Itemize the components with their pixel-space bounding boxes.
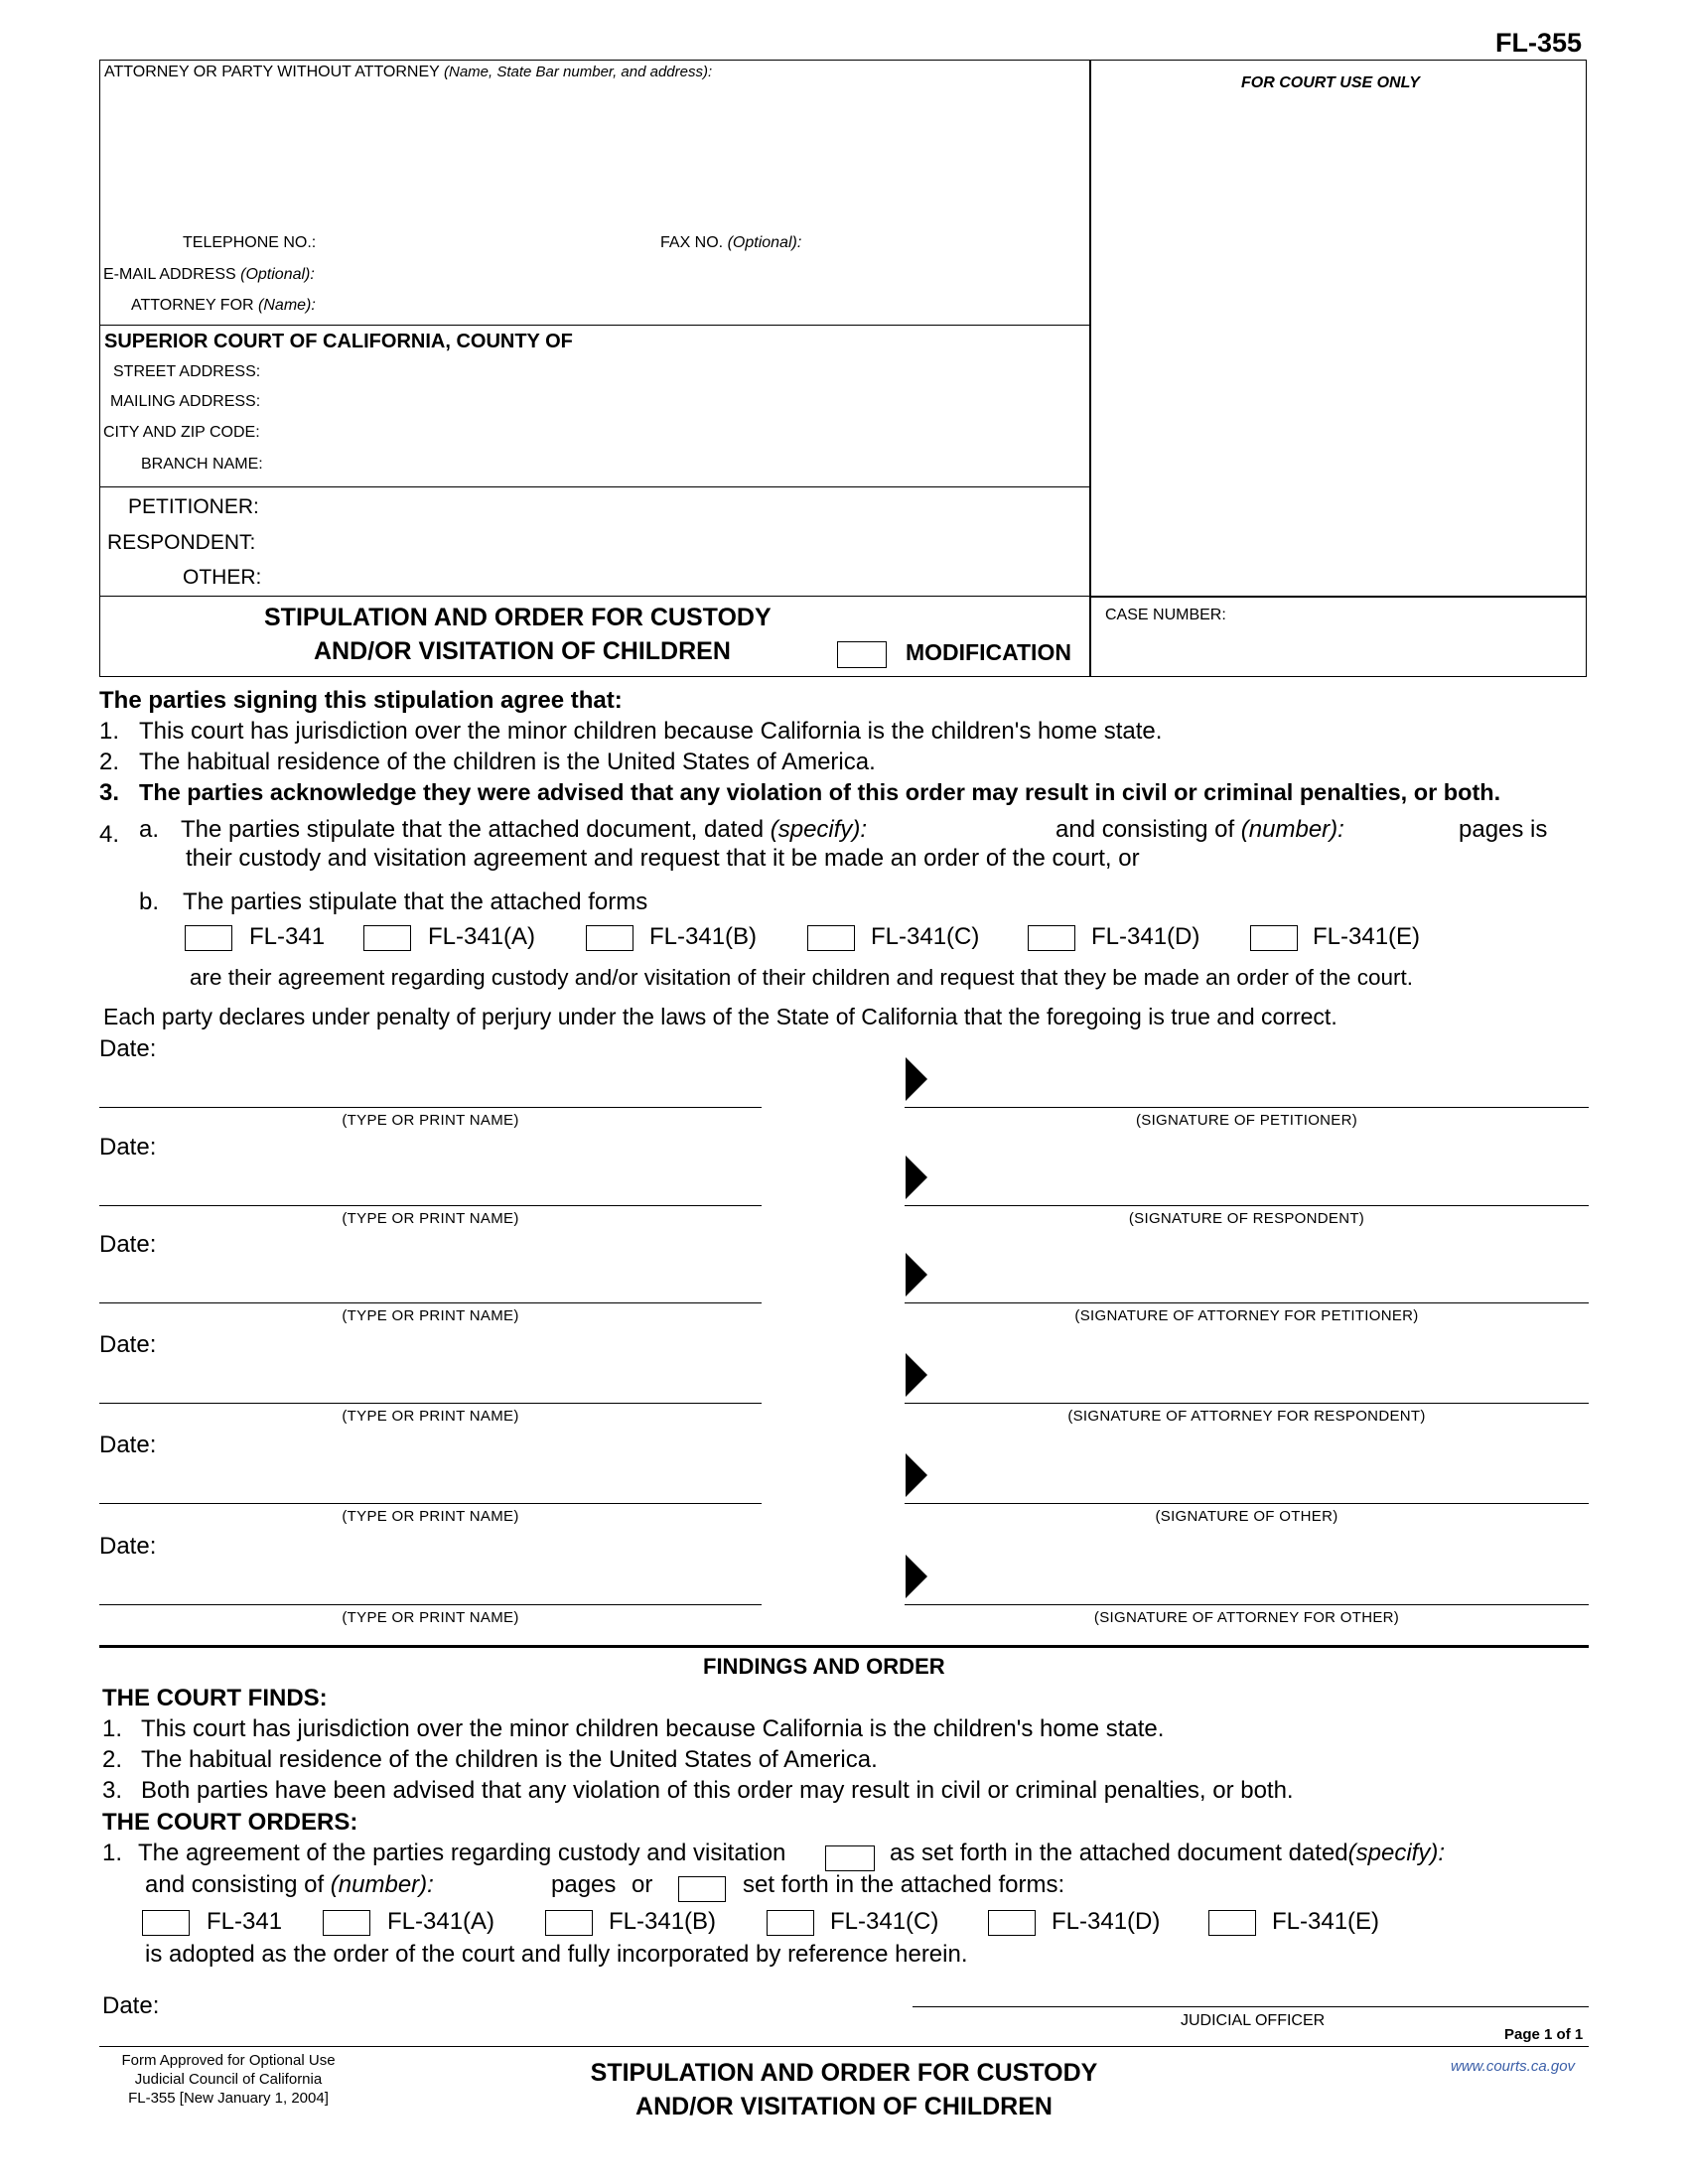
item4b-text: The parties stipulate that the attached forms xyxy=(183,888,648,915)
print-name-caption: (TYPE OR PRINT NAME) xyxy=(342,1508,519,1525)
branch-name-label: BRANCH NAME: xyxy=(141,456,263,473)
sign-here-arrow-icon xyxy=(906,1555,927,1598)
stip-checkbox-fl341b[interactable] xyxy=(586,925,633,951)
item4-num: 4. xyxy=(99,821,120,848)
page-number: Page 1 of 1 xyxy=(1504,2026,1584,2043)
stipulation-item-3: 3. xyxy=(99,779,120,806)
stip-checkbox-fl341c[interactable] xyxy=(807,925,855,951)
signature-date-label: Date: xyxy=(99,1432,157,1458)
item4a-letter: a. xyxy=(139,816,160,843)
modification-checkbox[interactable] xyxy=(837,641,887,668)
finding-num: 1. xyxy=(102,1715,123,1742)
signature-caption: (SIGNATURE OF ATTORNEY FOR PETITIONER) xyxy=(1074,1307,1419,1324)
findings-heading: FINDINGS AND ORDER xyxy=(703,1654,945,1679)
form-number: FL-355 xyxy=(1495,28,1583,58)
print-name-caption: (TYPE OR PRINT NAME) xyxy=(342,1112,519,1129)
stipulation-item-3-text: The parties acknowledge they were advised that any violation of this order may result in civil or criminal penalties, or both. xyxy=(139,779,1501,805)
order-form-label: FL-341(B) xyxy=(609,1908,717,1935)
signature-line[interactable] xyxy=(905,1205,1589,1206)
stip-checkbox-fl341a[interactable] xyxy=(363,925,411,951)
respondent-label: RESPONDENT: xyxy=(107,531,256,554)
order-1-num: 1. xyxy=(102,1840,123,1866)
signature-date-label: Date: xyxy=(99,1231,157,1258)
signature-caption: (SIGNATURE OF PETITIONER) xyxy=(1135,1112,1358,1129)
fax-label: FAX NO. (Optional): xyxy=(660,234,802,251)
attorney-label: ATTORNEY OR PARTY WITHOUT ATTORNEY (Name, State Bar number, and address): xyxy=(104,64,713,80)
court-name: SUPERIOR COURT OF CALIFORNIA, COUNTY OF xyxy=(104,331,573,352)
order-document-checkbox[interactable] xyxy=(825,1845,875,1871)
order-checkbox-fl341d[interactable] xyxy=(988,1910,1036,1936)
signature-date-label: Date: xyxy=(99,1533,157,1560)
order-checkbox-fl341b[interactable] xyxy=(545,1910,593,1936)
item4a-text: The parties stipulate that the attached document, dated (specify): xyxy=(181,816,868,843)
order-form-label: FL-341(C) xyxy=(830,1908,939,1935)
order-checkbox-fl341c[interactable] xyxy=(767,1910,814,1936)
stip-form-label: FL-341(D) xyxy=(1091,923,1200,950)
order-1-forms-text: set forth in the attached forms: xyxy=(743,1871,1065,1898)
signature-line[interactable] xyxy=(905,1503,1589,1504)
order-1-adopted: is adopted as the order of the court and fully incorporated by reference herein. xyxy=(145,1941,968,1968)
print-name-line[interactable] xyxy=(99,1604,762,1605)
petitioner-label: PETITIONER: xyxy=(128,495,259,518)
sign-here-arrow-icon xyxy=(906,1253,927,1297)
stipulation-item-2: 2. xyxy=(99,749,120,775)
modification-label: MODIFICATION xyxy=(906,639,1071,665)
stip-form-label: FL-341(B) xyxy=(649,923,758,950)
stipulation-item-1-text: This court has jurisdiction over the minor children because California is the children's home state. xyxy=(139,718,1163,745)
section-divider xyxy=(99,1645,1589,1648)
finding-2-text: The habitual residence of the children is the United States of America. xyxy=(141,1746,878,1773)
print-name-line[interactable] xyxy=(99,1503,762,1504)
print-name-line[interactable] xyxy=(99,1403,762,1404)
item4b-line2: are their agreement regarding custody and/or visitation of their children and request that they be made an order of the court. xyxy=(190,965,1413,990)
order-checkbox-fl341[interactable] xyxy=(142,1910,190,1936)
stipulation-intro: The parties signing this stipulation agree that: xyxy=(99,687,623,714)
order-1-part2: as set forth in the attached document dated(specify): xyxy=(890,1840,1445,1866)
stip-form-label: FL-341(E) xyxy=(1313,923,1421,950)
finding-1-text: This court has jurisdiction over the minor children because California is the children's home state. xyxy=(141,1715,1165,1742)
order-forms-checkbox[interactable] xyxy=(678,1876,726,1902)
form-title-line2: AND/OR VISITATION OF CHILDREN xyxy=(314,637,731,665)
judicial-officer-label: JUDICIAL OFFICER xyxy=(1181,2012,1326,2029)
sign-here-arrow-icon xyxy=(906,1156,927,1199)
signature-date-label: Date: xyxy=(99,1134,157,1160)
email-label: E-MAIL ADDRESS (Optional): xyxy=(103,266,315,283)
stipulation-item-1: 1. xyxy=(99,718,120,745)
signature-date-label: Date: xyxy=(99,1331,157,1358)
order-checkbox-fl341a[interactable] xyxy=(323,1910,370,1936)
sign-here-arrow-icon xyxy=(906,1057,927,1101)
item4a-consisting: and consisting of (number): xyxy=(1055,816,1344,843)
other-label: OTHER: xyxy=(183,566,262,589)
finding-num: 3. xyxy=(102,1777,123,1804)
signature-caption: (SIGNATURE OF ATTORNEY FOR OTHER) xyxy=(1093,1609,1400,1626)
item4a-pages: pages is xyxy=(1459,816,1548,843)
print-name-caption: (TYPE OR PRINT NAME) xyxy=(342,1408,519,1425)
signature-line[interactable] xyxy=(905,1403,1589,1404)
signature-line[interactable] xyxy=(905,1604,1589,1605)
perjury-declaration: Each party declares under penalty of perjury under the laws of the State of California that the foregoing is true and correct. xyxy=(103,1004,1337,1029)
order-form-label: FL-341(A) xyxy=(387,1908,495,1935)
signature-caption: (SIGNATURE OF ATTORNEY FOR RESPONDENT) xyxy=(1067,1408,1426,1425)
print-name-line[interactable] xyxy=(99,1205,762,1206)
print-name-line[interactable] xyxy=(99,1107,762,1108)
court-use-box xyxy=(1089,60,1587,598)
court-finds-heading: THE COURT FINDS: xyxy=(102,1685,328,1711)
print-name-caption: (TYPE OR PRINT NAME) xyxy=(342,1609,519,1626)
stipulation-item-2-text: The habitual residence of the children is the United States of America. xyxy=(139,749,876,775)
order-checkbox-fl341e[interactable] xyxy=(1208,1910,1256,1936)
footer-title: STIPULATION AND ORDER FOR CUSTODY AND/OR VISITATION OF CHILDREN xyxy=(590,2059,1098,2120)
sign-here-arrow-icon xyxy=(906,1353,927,1397)
print-name-line[interactable] xyxy=(99,1302,762,1303)
form-approval: Form Approved for Optional Use Judicial Council of California FL-355 [New January 1, 2004] xyxy=(121,2052,336,2107)
order-1-pages: pages xyxy=(551,1871,617,1898)
attorney-for-label: ATTORNEY FOR (Name): xyxy=(131,297,316,314)
signature-caption: (SIGNATURE OF RESPONDENT) xyxy=(1128,1210,1365,1227)
item4a-line2: their custody and visitation agreement and request that it be made an order of the court, or xyxy=(186,845,1140,872)
court-use-only: FOR COURT USE ONLY xyxy=(1241,74,1420,91)
order-form-label: FL-341(E) xyxy=(1272,1908,1380,1935)
court-orders-heading: THE COURT ORDERS: xyxy=(102,1809,358,1836)
stip-checkbox-fl341e[interactable] xyxy=(1250,925,1298,951)
signature-caption: (SIGNATURE OF OTHER) xyxy=(1155,1508,1338,1525)
stip-checkbox-fl341[interactable] xyxy=(185,925,232,951)
stip-form-label: FL-341(A) xyxy=(428,923,536,950)
order-form-label: FL-341(D) xyxy=(1052,1908,1161,1935)
signature-date-label: Date: xyxy=(99,1035,157,1062)
order-1-part1: The agreement of the parties regarding custody and visitation xyxy=(138,1840,786,1866)
signature-line[interactable] xyxy=(905,1107,1589,1108)
stip-form-label: FL-341(C) xyxy=(871,923,980,950)
telephone-label: TELEPHONE NO.: xyxy=(183,234,317,251)
order-form-label: FL-341 xyxy=(207,1908,283,1935)
stip-checkbox-fl341d[interactable] xyxy=(1028,925,1075,951)
order-1-consisting: and consisting of (number): xyxy=(145,1871,434,1898)
judicial-officer-line[interactable] xyxy=(913,2006,1589,2007)
order-1-or: or xyxy=(632,1871,653,1898)
signature-line[interactable] xyxy=(905,1302,1589,1303)
mailing-address-label: MAILING ADDRESS: xyxy=(110,393,261,410)
stip-form-label: FL-341 xyxy=(249,923,326,950)
sign-here-arrow-icon xyxy=(906,1453,927,1497)
case-number-label: CASE NUMBER: xyxy=(1105,607,1226,623)
street-address-label: STREET ADDRESS: xyxy=(113,363,261,380)
print-name-caption: (TYPE OR PRINT NAME) xyxy=(342,1307,519,1324)
city-zip-label: CITY AND ZIP CODE: xyxy=(103,424,260,441)
print-name-caption: (TYPE OR PRINT NAME) xyxy=(342,1210,519,1227)
finding-num: 2. xyxy=(102,1746,123,1773)
item4b-letter: b. xyxy=(139,888,160,915)
order-date-label: Date: xyxy=(102,1992,160,2019)
finding-3-text: Both parties have been advised that any violation of this order may result in civil or criminal penalties, or both. xyxy=(141,1777,1294,1804)
form-title-line1: STIPULATION AND ORDER FOR CUSTODY xyxy=(264,604,772,631)
courts-website-link[interactable]: www.courts.ca.gov xyxy=(1451,2058,1576,2075)
